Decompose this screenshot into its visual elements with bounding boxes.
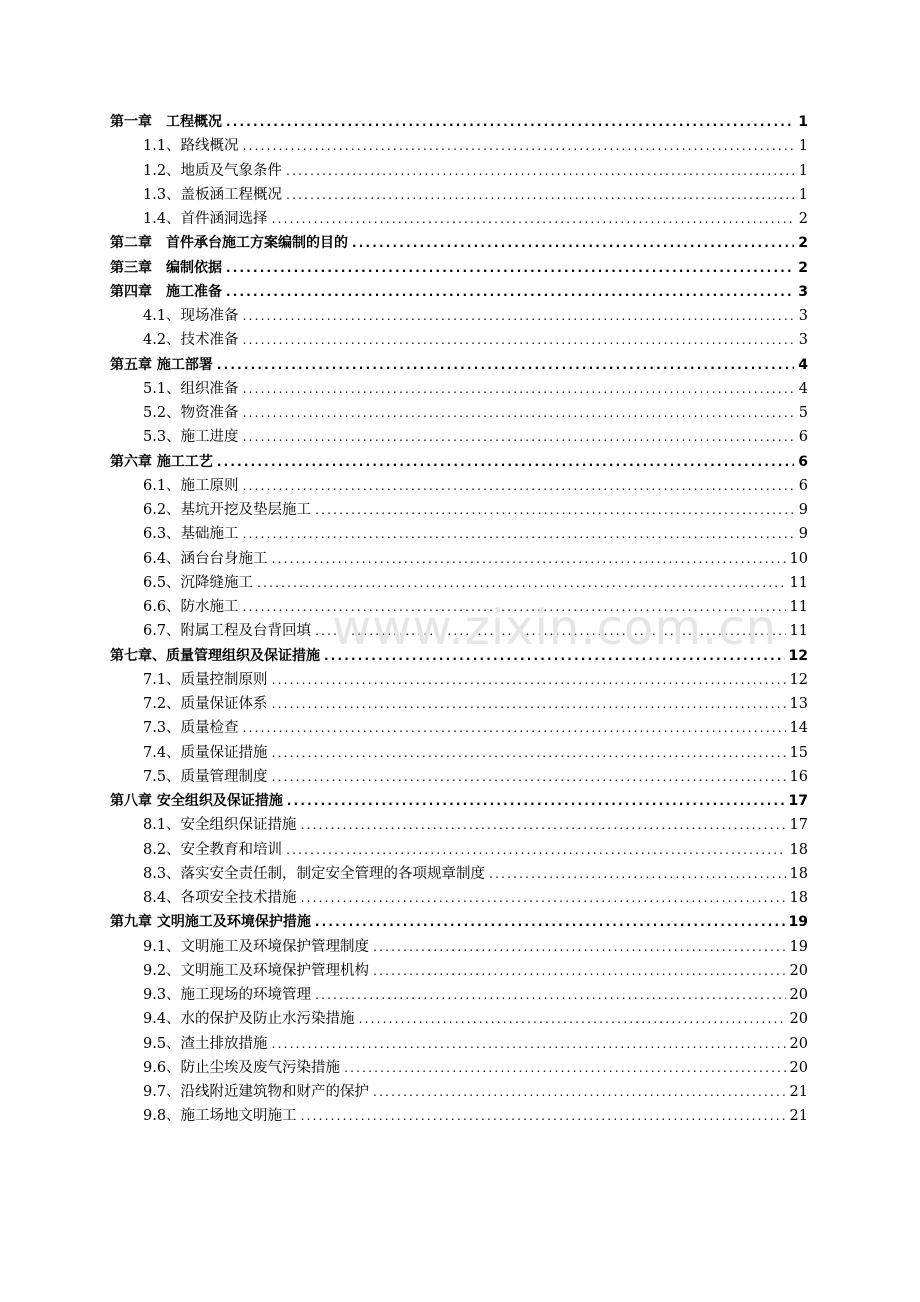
dot-leader <box>243 522 795 546</box>
toc-entry-page-number: 9 <box>798 502 808 518</box>
toc-entry-page-number: 2 <box>798 235 808 252</box>
toc-section-entry[interactable] <box>110 1104 808 1128</box>
toc-entry-title: 第二章 首件承台施工方案编制的目的 <box>110 235 348 252</box>
dot-leader <box>243 134 795 158</box>
toc-entry-page-number: 17 <box>788 793 808 809</box>
toc-entry-title: 第五章 施工部署 <box>110 356 213 373</box>
toc-entry-page-number: 3 <box>798 283 808 300</box>
dot-leader <box>272 1032 786 1056</box>
toc-section-entry[interactable] <box>110 425 808 449</box>
toc-entry-title: 9.2、文明施工及环境保护管理机构 <box>143 962 370 979</box>
toc-chapter-entry[interactable] <box>110 231 808 255</box>
toc-section-entry[interactable] <box>110 595 808 619</box>
dot-leader <box>373 1080 785 1104</box>
toc-entry-title: 7.3、质量检查 <box>143 720 239 737</box>
toc-entry-title: 第一章 工程概况 <box>110 114 222 130</box>
toc-entry-title: 第七章、质量管理组织及保证措施 <box>110 647 320 664</box>
toc-entry-page-number: 18 <box>789 890 808 906</box>
toc-entry-page-number: 16 <box>789 768 808 785</box>
dot-leader <box>324 644 785 668</box>
toc-entry-title: 1.1、路线概况 <box>143 138 239 155</box>
toc-section-entry[interactable] <box>110 959 808 983</box>
toc-section-entry[interactable] <box>110 862 808 886</box>
toc-section-entry[interactable] <box>110 159 808 183</box>
dot-leader <box>257 571 785 595</box>
toc-section-entry[interactable] <box>110 183 808 207</box>
toc-entry-page-number: 14 <box>789 720 808 737</box>
toc-entry-title: 5.2、物资准备 <box>143 405 239 421</box>
toc-chapter-entry[interactable] <box>110 110 808 134</box>
toc-entry-title: 8.4、各项安全技术措施 <box>143 890 297 906</box>
toc-entry-page-number: 20 <box>789 1011 808 1028</box>
toc-chapter-entry[interactable] <box>110 353 808 377</box>
dot-leader <box>243 425 795 449</box>
toc-entry-page-number: 9 <box>798 526 808 543</box>
toc-entry-page-number: 11 <box>789 599 808 615</box>
toc-section-entry[interactable] <box>110 1056 808 1080</box>
toc-entry-page-number: 6 <box>798 453 808 470</box>
toc-entry-page-number: 18 <box>789 841 808 858</box>
toc-section-entry[interactable] <box>110 813 808 837</box>
toc-entry-title: 6.4、涵台台身施工 <box>143 550 268 567</box>
dot-leader <box>243 304 795 328</box>
toc-entry-title: 1.3、盖板涵工程概况 <box>143 186 283 203</box>
toc-entry-title: 7.4、质量保证措施 <box>143 744 268 761</box>
toc-entry-page-number: 5 <box>798 405 808 421</box>
toc-entry-page-number: 13 <box>789 696 808 712</box>
dot-leader <box>373 935 785 959</box>
toc-entry-page-number: 12 <box>788 647 808 664</box>
toc-section-entry[interactable] <box>110 328 808 352</box>
dot-leader <box>286 159 795 183</box>
dot-leader <box>489 862 785 886</box>
toc-entry-page-number: 20 <box>789 962 808 979</box>
dot-leader <box>286 838 785 862</box>
toc-entry-page-number: 1 <box>798 186 808 203</box>
toc-entry-title: 9.4、水的保护及防止水污染措施 <box>143 1011 355 1028</box>
toc-section-entry[interactable] <box>110 207 808 231</box>
toc-section-entry[interactable] <box>110 741 808 765</box>
toc-entry-title: 9.5、渣土排放措施 <box>143 1035 268 1052</box>
toc-entry-page-number: 11 <box>789 623 808 640</box>
toc-entry-page-number: 20 <box>789 1059 808 1076</box>
dot-leader <box>272 668 786 692</box>
dot-leader <box>243 716 786 740</box>
dot-leader <box>243 401 795 425</box>
toc-entry-page-number: 6 <box>798 477 808 494</box>
toc-entry-page-number: 20 <box>789 987 808 1003</box>
toc-chapter-entry[interactable] <box>110 910 808 934</box>
toc-entry-title: 5.3、施工进度 <box>143 429 239 446</box>
dot-leader <box>301 813 786 837</box>
dot-leader <box>286 183 795 207</box>
dot-leader <box>287 789 785 813</box>
toc-entry-title: 9.7、沿线附近建筑物和财产的保护 <box>143 1084 370 1100</box>
toc-section-entry[interactable] <box>110 1080 808 1104</box>
toc-entry-title: 第四章 施工准备 <box>110 283 222 300</box>
toc-entry-title: 7.1、质量控制原则 <box>143 671 268 688</box>
toc-section-entry[interactable] <box>110 765 808 789</box>
toc-chapter-entry[interactable] <box>110 644 808 668</box>
toc-entry-page-number: 20 <box>789 1035 808 1052</box>
dot-leader <box>243 377 795 401</box>
dot-leader <box>301 1104 786 1128</box>
toc-section-entry[interactable] <box>110 983 808 1007</box>
toc-entry-title: 6.7、附属工程及台背回填 <box>143 623 312 640</box>
toc-entry-page-number: 21 <box>789 1108 808 1125</box>
toc-entry-page-number: 1 <box>798 114 808 130</box>
toc-entry-page-number: 2 <box>798 259 808 276</box>
dot-leader <box>272 765 786 789</box>
toc-chapter-entry[interactable] <box>110 450 808 474</box>
toc-entry-page-number: 19 <box>788 914 808 931</box>
toc-section-entry[interactable] <box>110 1032 808 1056</box>
toc-entry-title: 9.1、文明施工及环境保护管理制度 <box>143 938 370 955</box>
watermark: www.zixin.com.cn <box>332 600 778 656</box>
toc-entry-title: 6.6、防水施工 <box>143 599 239 615</box>
toc-section-entry[interactable] <box>110 571 808 595</box>
toc-section-entry[interactable] <box>110 377 808 401</box>
toc-entry-page-number: 3 <box>798 308 808 324</box>
toc-entry-title: 7.5、质量管理制度 <box>143 768 268 785</box>
toc-entry-page-number: 2 <box>798 211 808 227</box>
dot-leader <box>226 110 794 134</box>
toc-chapter-entry[interactable] <box>110 789 808 813</box>
dot-leader <box>315 619 785 643</box>
toc-entry-title: 8.2、安全教育和培训 <box>143 841 283 858</box>
toc-entry-title: 第九章 文明施工及环境保护措施 <box>110 914 311 931</box>
dot-leader <box>272 741 786 765</box>
table-of-contents <box>110 110 808 1129</box>
toc-section-entry[interactable] <box>110 498 808 522</box>
dot-leader <box>272 692 786 716</box>
toc-entry-title: 8.3、落实安全责任制，制定安全管理的各项规章制度 <box>143 865 486 882</box>
toc-entry-title: 1.4、首件涵洞选择 <box>143 211 268 227</box>
dot-leader <box>352 231 794 255</box>
toc-section-entry[interactable] <box>110 619 808 643</box>
toc-entry-title: 6.1、施工原则 <box>143 477 239 494</box>
toc-section-entry[interactable] <box>110 547 808 571</box>
dot-leader <box>243 328 795 352</box>
toc-entry-title: 6.3、基础施工 <box>143 526 239 543</box>
toc-section-entry[interactable] <box>110 935 808 959</box>
dot-leader <box>217 450 794 474</box>
toc-entry-page-number: 6 <box>798 429 808 446</box>
dot-leader <box>315 498 795 522</box>
toc-entry-title: 9.3、施工现场的环境管理 <box>143 987 312 1003</box>
toc-entry-title: 8.1、安全组织保证措施 <box>143 817 297 834</box>
dot-leader <box>344 1056 785 1080</box>
toc-section-entry[interactable] <box>110 838 808 862</box>
toc-section-entry[interactable] <box>110 692 808 716</box>
toc-entry-title: 第八章 安全组织及保证措施 <box>110 793 283 809</box>
toc-entry-title: 9.6、防止尘埃及废气污染措施 <box>143 1059 341 1076</box>
toc-entry-page-number: 1 <box>798 162 808 179</box>
toc-entry-page-number: 19 <box>789 938 808 955</box>
toc-entry-page-number: 21 <box>789 1084 808 1100</box>
toc-section-entry[interactable] <box>110 474 808 498</box>
toc-section-entry[interactable] <box>110 886 808 910</box>
toc-entry-title: 9.8、施工场地文明施工 <box>143 1108 297 1125</box>
toc-entry-title: 6.5、沉降缝施工 <box>143 574 254 591</box>
dot-leader <box>301 886 786 910</box>
toc-entry-title: 第六章 施工工艺 <box>110 453 213 470</box>
toc-entry-title: 第三章 编制依据 <box>110 259 222 276</box>
toc-chapter-entry[interactable] <box>110 256 808 280</box>
toc-chapter-entry[interactable] <box>110 280 808 304</box>
dot-leader <box>217 353 794 377</box>
toc-entry-page-number: 17 <box>789 817 808 834</box>
dot-leader <box>373 959 785 983</box>
toc-entry-page-number: 4 <box>798 356 808 373</box>
dot-leader <box>243 474 795 498</box>
toc-section-entry[interactable] <box>110 1007 808 1031</box>
toc-section-entry[interactable] <box>110 304 808 328</box>
dot-leader <box>315 983 785 1007</box>
toc-section-entry[interactable] <box>110 522 808 546</box>
dot-leader <box>272 547 786 571</box>
toc-entry-page-number: 11 <box>789 574 808 591</box>
toc-entry-page-number: 10 <box>789 550 808 567</box>
toc-entry-title: 4.2、技术准备 <box>143 332 239 349</box>
dot-leader <box>315 910 785 934</box>
toc-section-entry[interactable] <box>110 401 808 425</box>
toc-entry-page-number: 18 <box>789 865 808 882</box>
toc-entry-title: 5.1、组织准备 <box>143 380 239 397</box>
toc-entry-title: 7.2、质量保证体系 <box>143 696 268 712</box>
toc-entry-page-number: 15 <box>789 744 808 761</box>
toc-entry-title: 4.1、现场准备 <box>143 308 239 324</box>
toc-entry-title: 1.2、地质及气象条件 <box>143 162 283 179</box>
toc-section-entry[interactable] <box>110 134 808 158</box>
toc-entry-title: 6.2、基坑开挖及垫层施工 <box>143 502 312 518</box>
toc-section-entry[interactable] <box>110 716 808 740</box>
dot-leader <box>226 280 794 304</box>
dot-leader <box>243 595 786 619</box>
toc-entry-page-number: 3 <box>798 332 808 349</box>
toc-entry-page-number: 12 <box>789 671 808 688</box>
dot-leader <box>272 207 795 231</box>
toc-section-entry[interactable] <box>110 668 808 692</box>
dot-leader <box>226 256 794 280</box>
toc-entry-page-number: 1 <box>798 138 808 155</box>
toc-entry-page-number: 4 <box>798 380 808 397</box>
dot-leader <box>359 1007 786 1031</box>
